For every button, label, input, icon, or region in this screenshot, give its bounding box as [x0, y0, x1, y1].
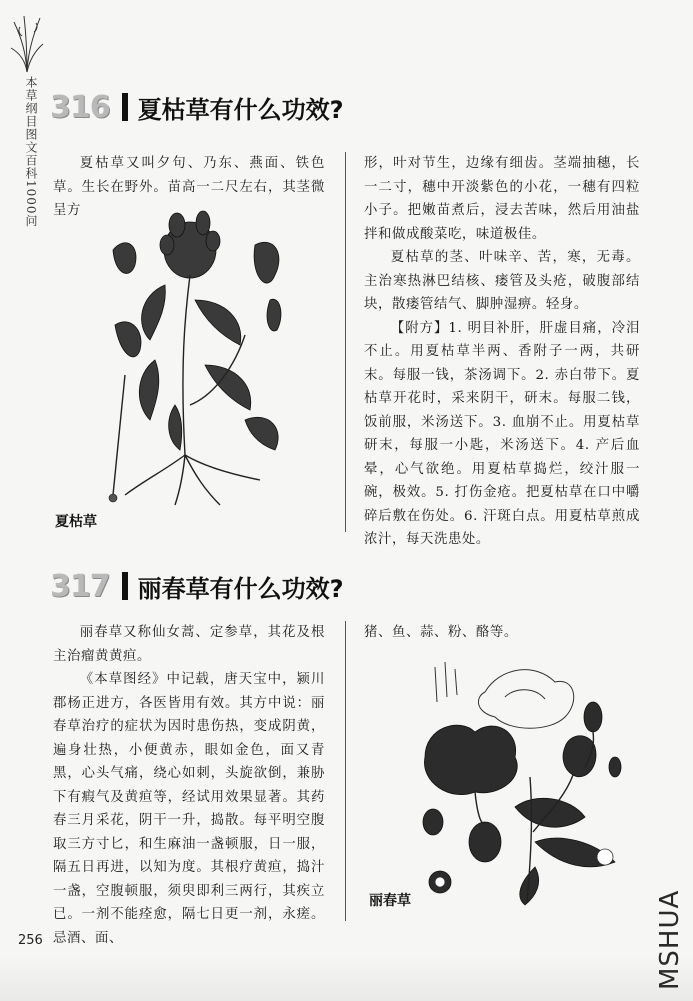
section-heading-317 [50, 566, 344, 606]
column-divider [345, 621, 346, 921]
paragraph: 《本草图经》中记载，唐天宝中，颍川郡杨正进方，各医皆用有效。其方中说：丽春草治疗的症状为因时患伤热，变成阴黄，遍身壮热，小便黄赤，眼如金色，面又青黑，心头气痛，绕心如刺，头旋欲倒，兼胁下有瘕气及黄疸等，经试用效果显著。其药春三月采花，阴干一升，捣散。每平明空腹取三方寸匕，和生麻油一盏顿服，日一服，隔五日再进，以知为度。其根疗黄疸，捣汁一盏，空腹顿服，须臾即利三两行，其疾立已。一剂不能痊愈，隔七日更一剂，永瘥。忌酒、面、 [53, 672, 325, 946]
poppy-illustration [415, 657, 635, 907]
section-317-right-text [364, 621, 640, 645]
heading-bar [122, 93, 128, 121]
page-bottom-shade [0, 955, 693, 1001]
question-number: 317 [50, 568, 110, 604]
paragraph: 丽春草又称仙女蒿、定参草，其花及根主治瘤黄黄疸。 [53, 625, 325, 664]
paragraph: 形，叶对节生，边缘有细齿。茎端抽穗，长一二寸，穗中开淡紫色的小花，一穗有四粒小子。把嫩苗煮后，浸去苦味，然后用油盐拌和做成酸菜吃，味道极佳。 [364, 156, 640, 242]
section-317-left-text [53, 621, 325, 950]
figure-caption-317: 丽春草 [369, 893, 411, 909]
prunella-illustration [95, 205, 325, 510]
section-heading-316 [50, 87, 344, 127]
page-number: 256 [18, 933, 43, 948]
column-divider [345, 152, 346, 532]
running-head-title: 本草纲目图文百科1000问 [24, 76, 38, 228]
paragraph: 【附方】1. 明目补肝，肝虚目痛，冷泪不止。用夏枯草半两、香附子一两，共研末。每服一钱，茶汤调下。2. 赤白带下。夏枯草开花时，采来阴干，研末。每服二钱，饭前服，米汤送下。3. 血崩不止。用夏枯草研末，每服一小匙，米汤送下。4. 产后血晕，心气欲绝。用夏枯草捣烂，绞汁服一碗，极效。5. 打伤金疮。把夏枯草在口中嚼碎后敷在伤处。6. 汗斑白点。用夏枯草煎成浓汁，每天洗患处。 [364, 320, 640, 547]
heading-bar [122, 572, 128, 600]
figure-caption-316: 夏枯草 [55, 514, 97, 530]
paragraph: 猪、鱼、蒜、粉、酪等。 [364, 625, 518, 640]
question-title: 丽春草有什么功效? [137, 574, 344, 603]
paragraph: 夏枯草又叫夕句、乃东、燕面、铁色草。生长在野外。苗高一二尺左右，其茎微呈方 [53, 156, 325, 218]
grass-logo-icon [10, 14, 44, 74]
paragraph: 夏枯草的茎、叶味辛、苦，寒，无毒。主治寒热淋巴结核、瘘管及头疮，破腹部结块，散瘘管结气、脚肿湿痹。轻身。 [364, 250, 640, 312]
question-number: 316 [50, 89, 110, 125]
watermark: MSHUA [655, 889, 685, 990]
question-title: 夏枯草有什么功效? [137, 95, 344, 124]
section-316-right-text [364, 152, 640, 552]
